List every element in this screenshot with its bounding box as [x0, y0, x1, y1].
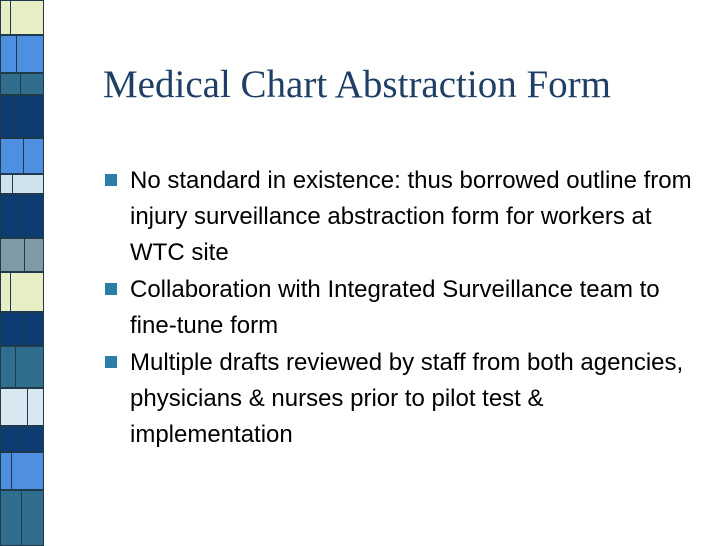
decorative-tile — [10, 0, 44, 35]
decorative-tile — [11, 452, 44, 490]
slide-title: Medical Chart Abstraction Form — [103, 63, 611, 106]
square-bullet-icon — [105, 356, 117, 368]
bullet-text: Multiple drafts reviewed by staff from both agencies, physicians & nurses prior to pilot test & implementation — [130, 349, 684, 448]
bullet-text: No standard in existence: thus borrowed outline from injury surveillance abstraction form for workers at WTC site — [130, 167, 692, 266]
decorative-tile — [24, 238, 44, 272]
decorative-tile — [12, 174, 44, 194]
decorative-tile — [23, 138, 44, 174]
decorative-tile — [27, 388, 44, 426]
decorative-tile — [10, 272, 44, 312]
decorative-left-strip — [0, 0, 44, 546]
bullet-item — [104, 272, 704, 344]
decorative-tile — [14, 95, 44, 138]
decorative-tile — [15, 346, 44, 388]
decorative-tile — [22, 312, 44, 346]
bullet-item — [104, 345, 704, 453]
decorative-tile — [18, 194, 44, 238]
decorative-tile — [21, 490, 44, 546]
decorative-tile — [20, 73, 44, 95]
square-bullet-icon — [105, 283, 117, 295]
square-bullet-icon — [105, 174, 117, 186]
bullet-item — [104, 163, 704, 271]
decorative-tile — [16, 35, 44, 73]
bullet-text: Collaboration with Integrated Surveillance team to fine-tune form — [130, 276, 660, 339]
decorative-tile — [19, 426, 44, 452]
bullet-list — [104, 163, 704, 454]
